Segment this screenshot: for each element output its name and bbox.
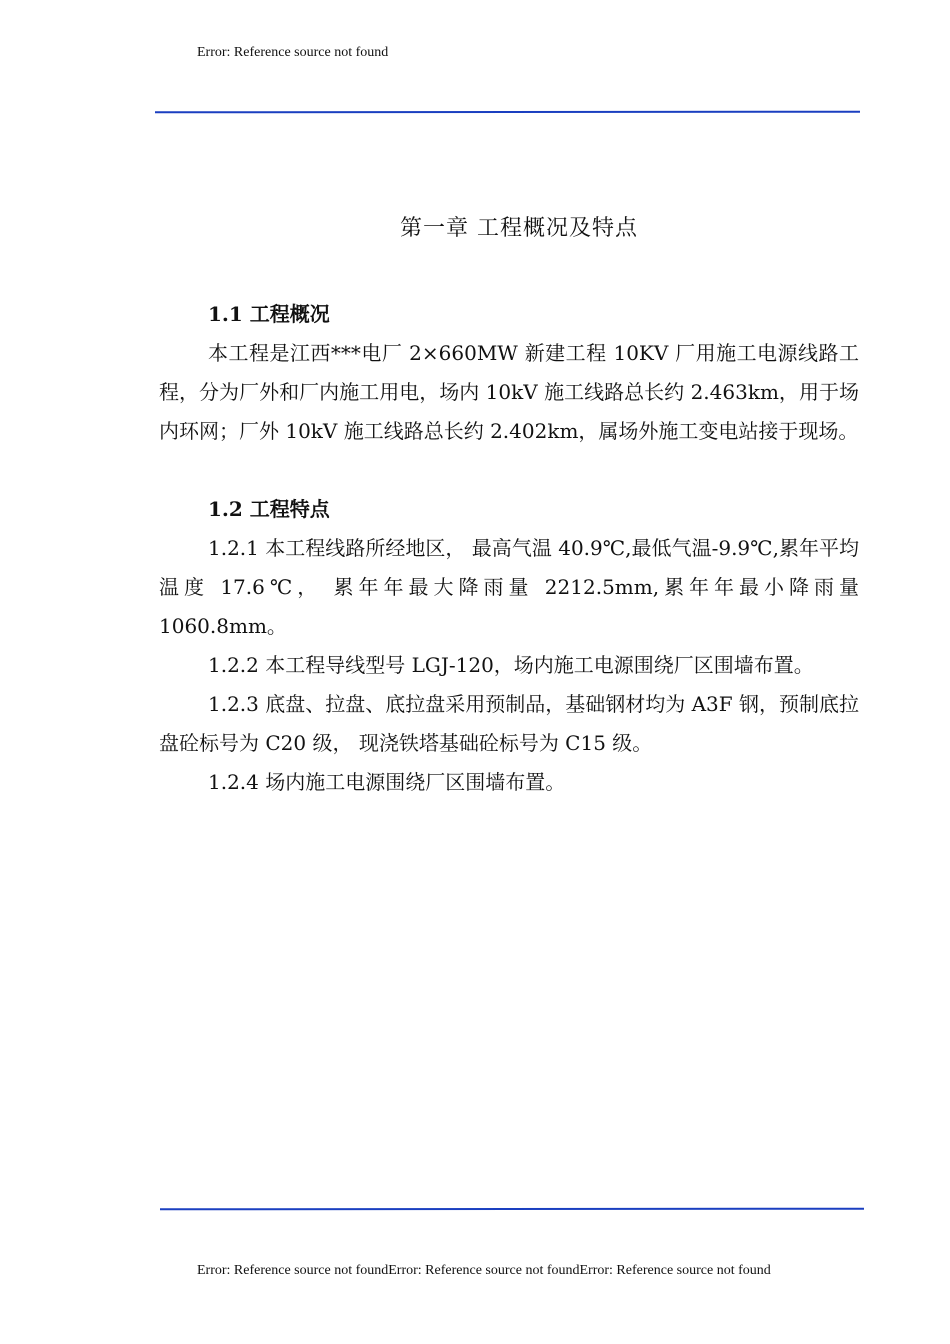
feature-paragraph-1: 1.2.1 本工程线路所经地区， 最高气温 40.9℃,最低气温-9.9℃,累年平均温度 17.6℃， 累年年最大降雨量 2212.5mm,累年年最小降雨量 1060.8mm。 <box>159 536 859 638</box>
section-spacer <box>159 451 859 490</box>
overview-paragraph: 本工程是江西***电厂 2×660MW 新建工程 10KV 厂用施工电源线路工程，分为厂外和厂内施工用电，场内 10kV 施工线路总长约 2.463km，用于场内环网；厂外 10kV 施工线路总长约 2.402km，属场外施工变电站接于现场。 <box>159 341 859 443</box>
feature-paragraph-3: 1.2.3 底盘、拉盘、底拉盘采用预制品，基础钢材均为 A3F 钢，预制底拉盘砼标号为 C20 级， 现浇铁塔基础砼标号为 C15 级。 <box>159 692 860 755</box>
chapter-title: 第一章 工程概况及特点 <box>400 216 638 241</box>
section-heading-features: 1.2 工程特点 <box>208 497 330 521</box>
page-header: Error: Reference source not found <box>197 45 389 60</box>
page-footer: Error: Reference source not foundError: Reference source not foundError: Reference source not found <box>197 1263 771 1278</box>
document-body <box>159 295 859 802</box>
footer-divider <box>160 1208 864 1211</box>
feature-paragraph-2: 1.2.2 本工程导线型号 LGJ-120，场内施工电源围绕厂区围墙布置。 <box>208 653 814 677</box>
feature-paragraph-4: 1.2.4 场内施工电源围绕厂区围墙布置。 <box>208 770 566 794</box>
section-heading-overview: 1.1 工程概况 <box>208 302 330 326</box>
header-divider <box>155 111 860 114</box>
